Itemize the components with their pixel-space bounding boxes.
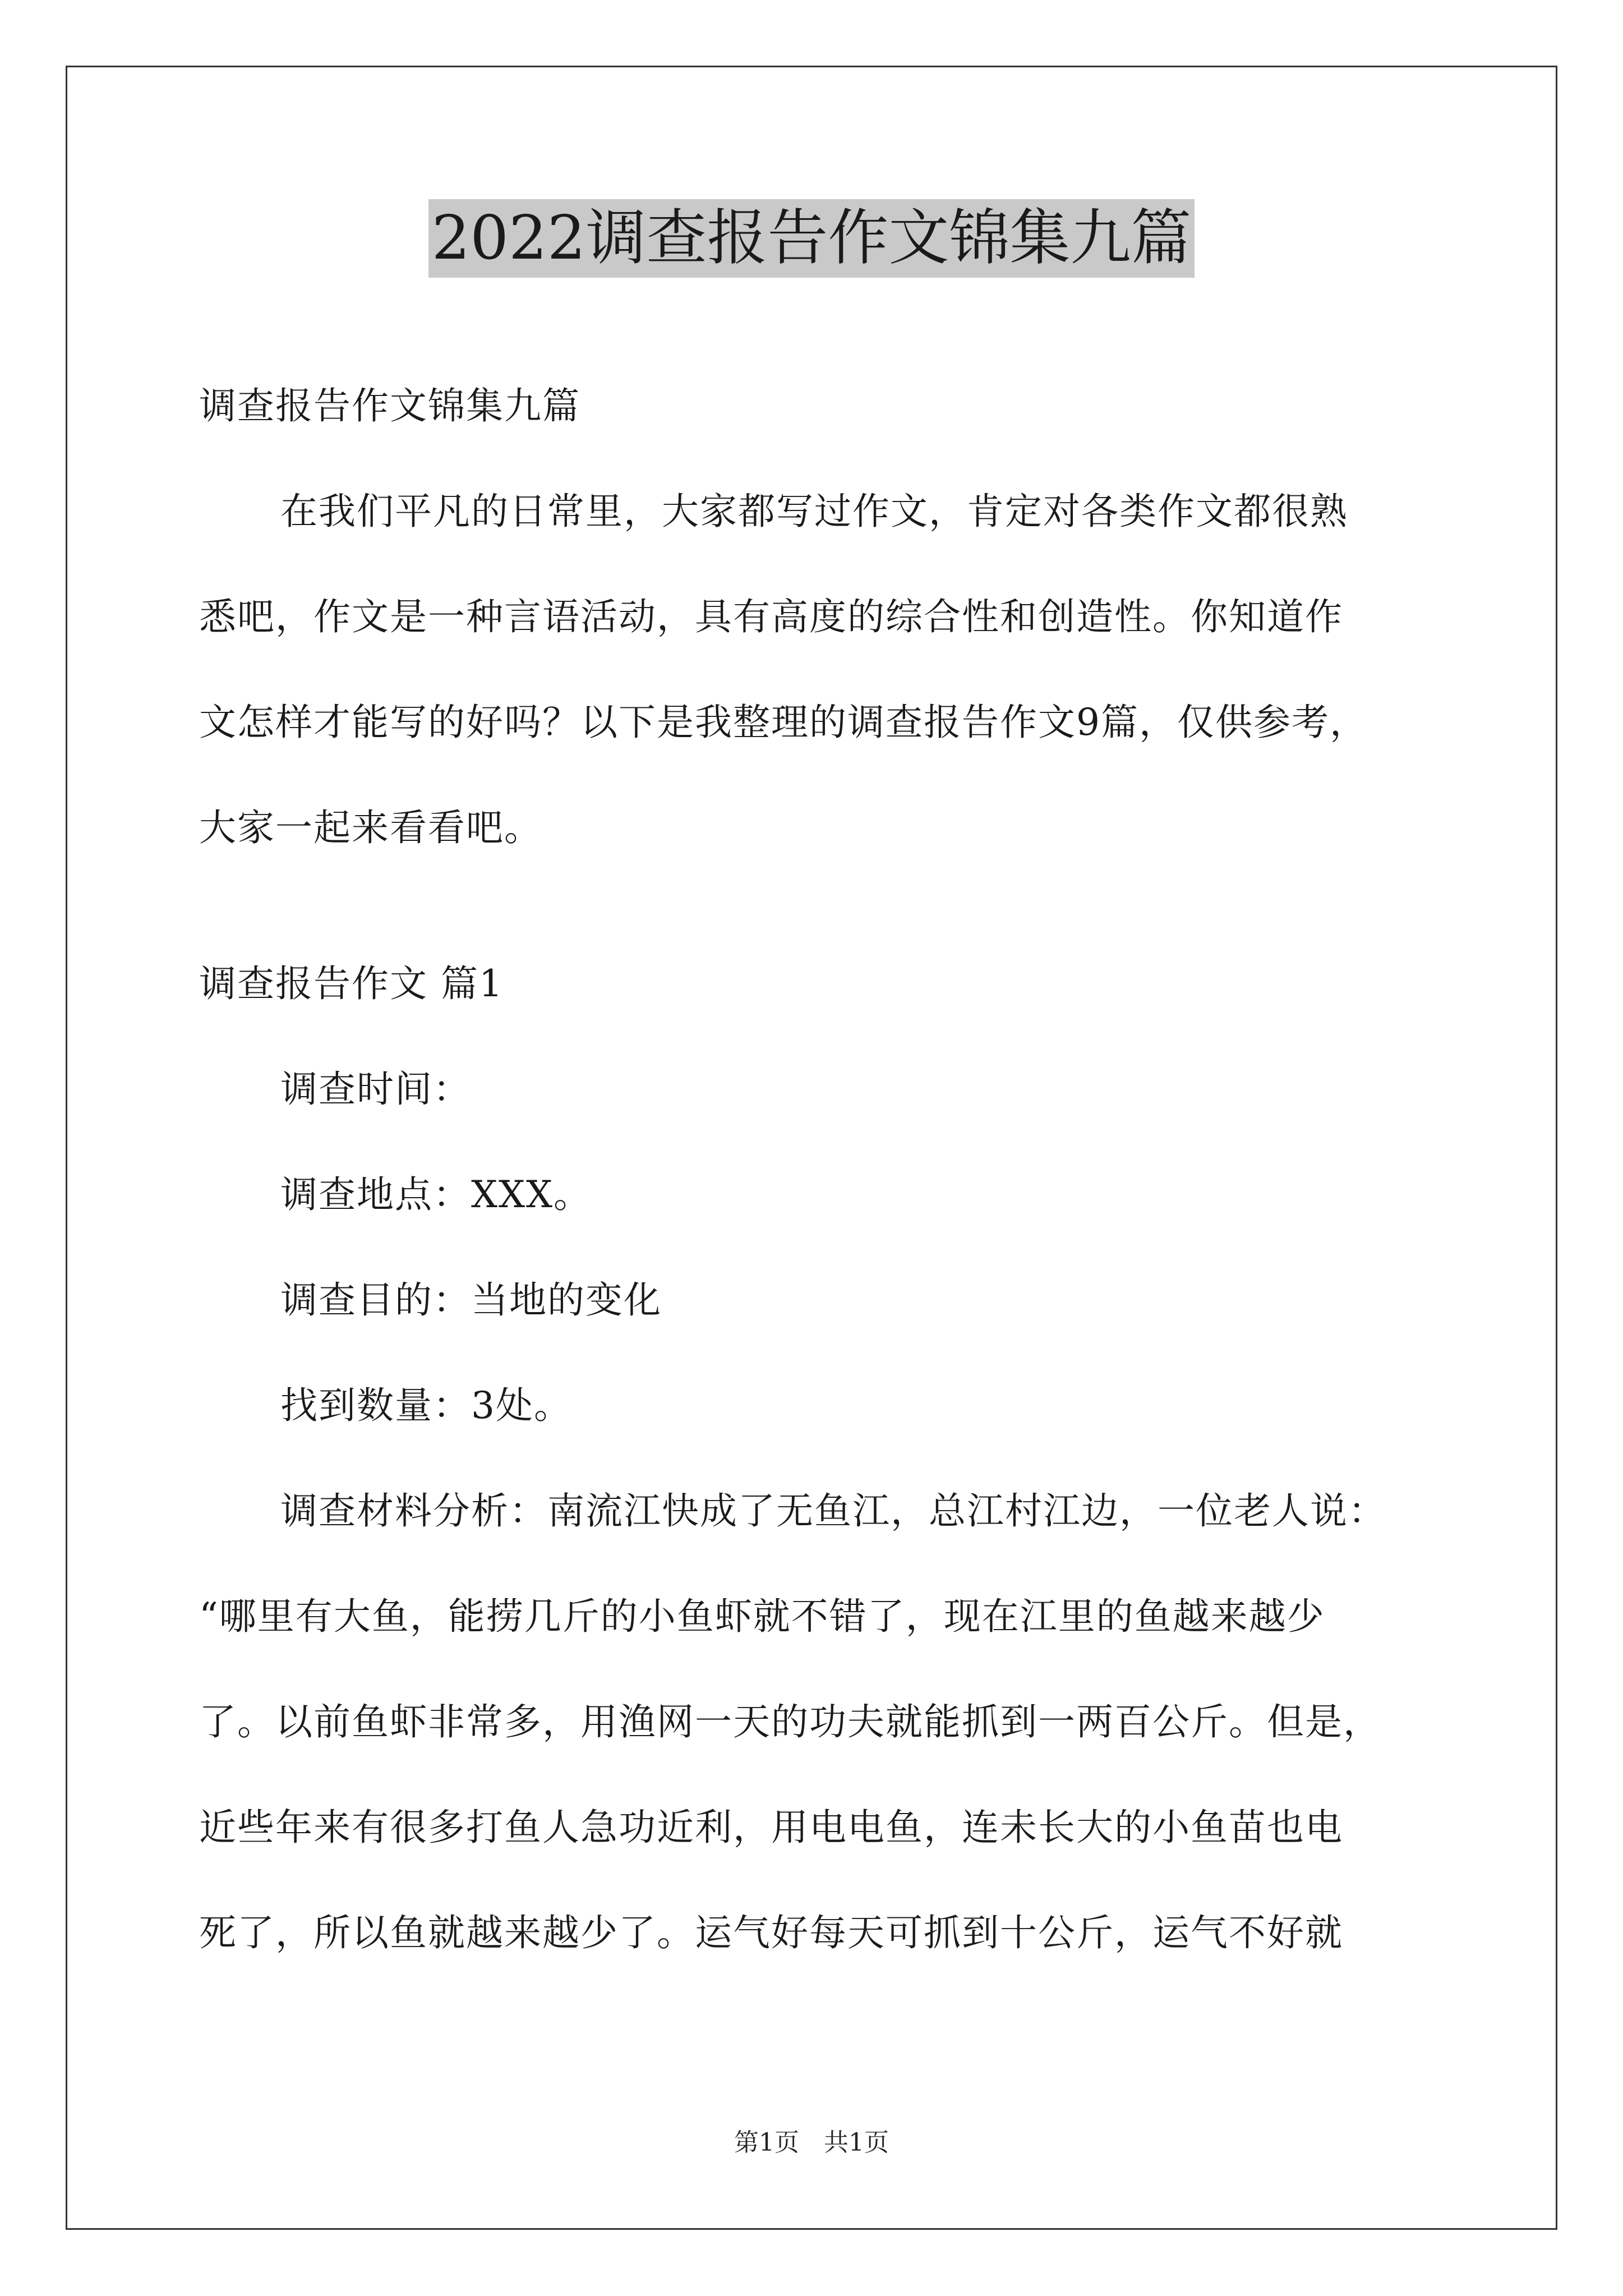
- field-count: 找到数量：3处。: [280, 1384, 572, 1427]
- spacer: [199, 881, 1467, 931]
- intro-line-4: 大家一起来看看吧。: [199, 806, 542, 849]
- page-footer: 第1页 共1页: [734, 2128, 889, 2157]
- analysis-line-2: “哪里有大鱼，能捞几斤的小鱼虾就不错了，现在江里的鱼越来越少: [199, 1595, 1325, 1638]
- analysis-line-5: 死了，所以鱼就越来越少了。运气好每天可抓到十公斤，运气不好就: [199, 1911, 1343, 1954]
- field-time: 调查时间：: [280, 1068, 471, 1111]
- section-heading: 调查报告作文 篇1: [199, 962, 504, 1005]
- intro-line-1: 在我们平凡的日常里，大家都写过作文，肯定对各类作文都很熟: [280, 490, 1348, 533]
- analysis-line-3: 了。以前鱼虾非常多，用渔网一天的功夫就能抓到一两百公斤。但是，: [199, 1700, 1381, 1743]
- analysis-line-1: 调查材料分析：南流江快成了无鱼江，总江村江边，一位老人说：: [280, 1489, 1386, 1533]
- title-container: [0, 199, 1623, 278]
- document-title: 2022调查报告作文锦集九篇: [428, 199, 1195, 278]
- field-purpose: 调查目的：当地的变化: [280, 1278, 662, 1322]
- document-body: [199, 353, 1467, 1986]
- intro-line-2: 悉吧，作文是一种言语活动，具有高度的综合性和创造性。你知道作: [199, 595, 1343, 638]
- subtitle: 调查报告作文锦集九篇: [199, 384, 580, 427]
- analysis-line-4: 近些年来有很多打鱼人急功近利，用电电鱼，连未长大的小鱼苗也电: [199, 1806, 1343, 1849]
- field-location: 调查地点：XXX。: [280, 1173, 592, 1216]
- intro-line-3: 文怎样才能写的好吗？以下是我整理的调查报告作文9篇，仅供参考，: [199, 701, 1368, 744]
